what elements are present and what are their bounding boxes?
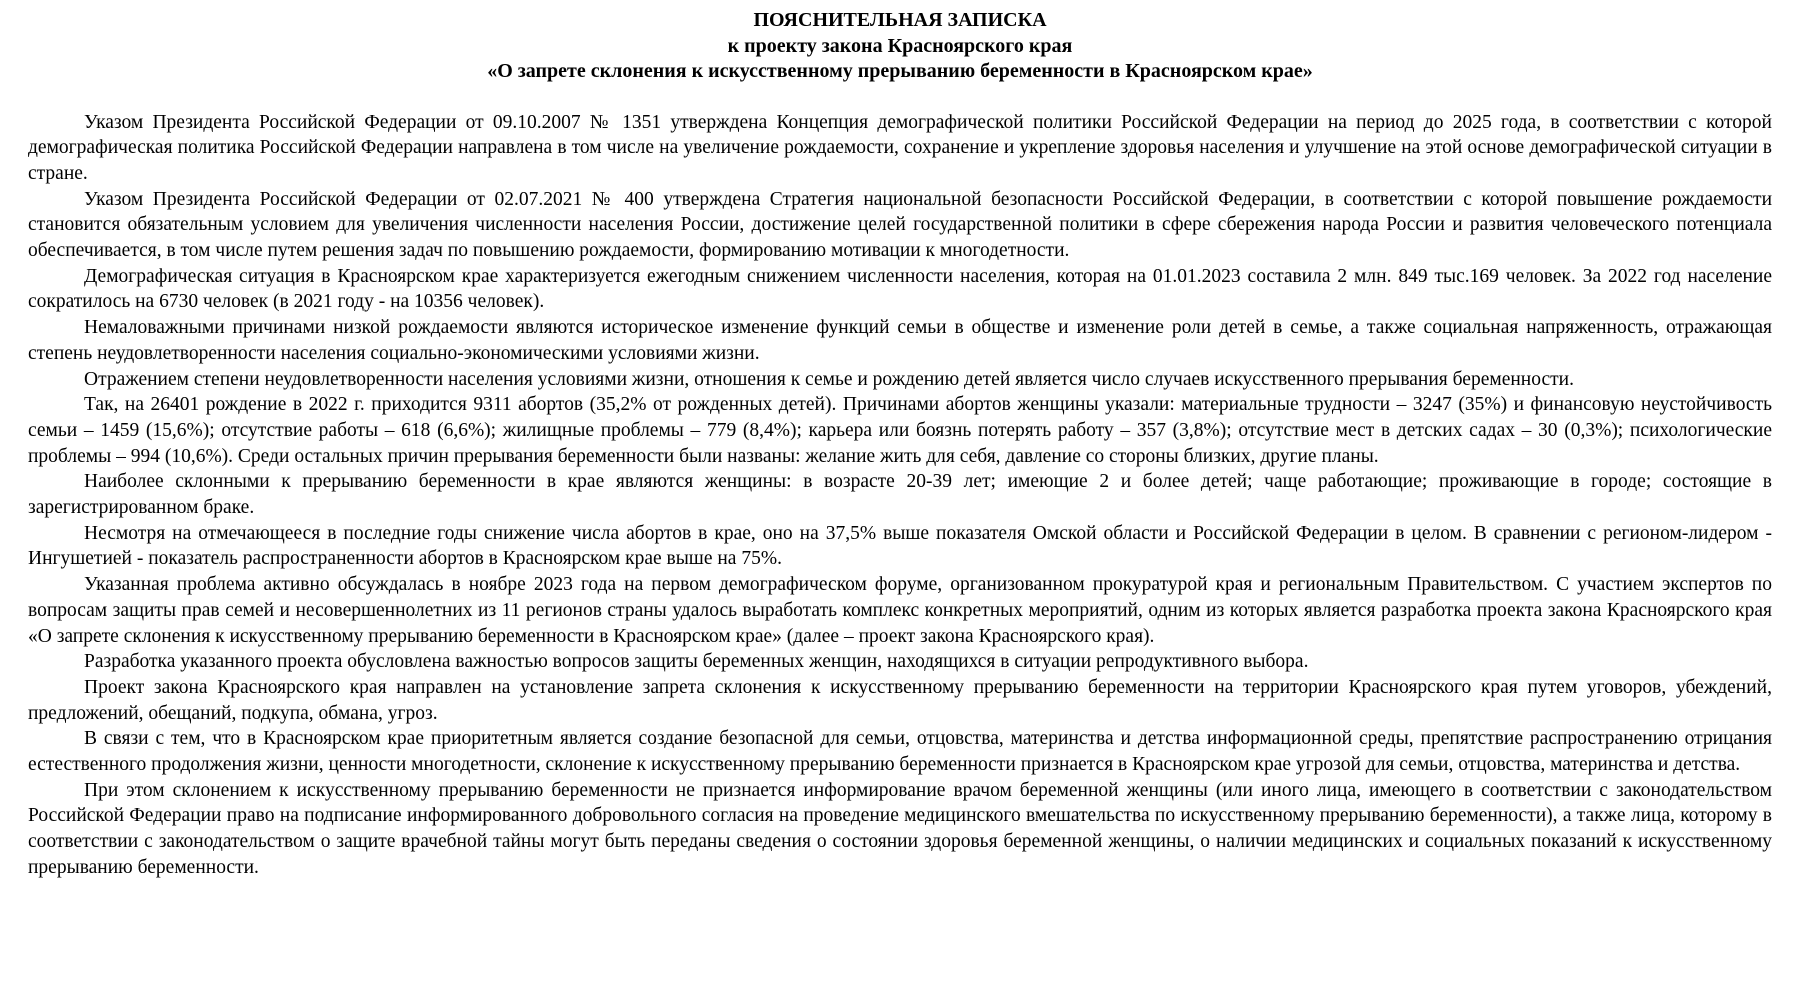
document-body (28, 110, 1772, 881)
document-page (28, 8, 1772, 881)
paragraph-7: Наиболее склонными к прерыванию беременности в крае являются женщины: в возрасте 20-39 лет; имеющие 2 и более детей; чаще работающие; проживающие в городе; состоящие в зарегистрированном браке. (28, 471, 1772, 519)
document-title: ПОЯСНИТЕЛЬНАЯ ЗАПИСКА (753, 9, 1047, 31)
paragraph-3: Демографическая ситуация в Красноярском крае характеризуется ежегодным снижением численности населения, которая на 01.01.2023 составила 2 млн. 849 тыс.169 человек. За 2022 год население сократилось на 6730 человек (в 2021 году - на 10356 человек). (28, 265, 1772, 313)
paragraph-1: Указом Президента Российской Федерации от 09.10.2007 № 1351 утверждена Концепция демографической политики Российской Федерации на период до 2025 года, в соответствии с которой демографическая политика Российской Федерации направлена в том числе на увеличение рождаемости, сохранение и укрепление здоровья населения и улучшение на этой основе демографической ситуации в стране. (28, 111, 1772, 184)
document-subtitle: к проекту закона Красноярского края (727, 34, 1073, 57)
paragraph-11: Проект закона Красноярского края направлен на установление запрета склонения к искусственному прерыванию беременности на территории Красноярского края путем уговоров, убеждений, предложений, обещаний, подкупа, обмана, угроз. (28, 676, 1772, 724)
paragraph-13: При этом склонением к искусственному прерыванию беременности не признается информирование врачом беременной женщины (или иного лица, имеющего в соответствии с законодательством Российской Федерации право на подписание информированного добровольного согласия на проведение медицинского вмешательства по искусственному прерыванию беременности), а также лица, которому в соответствии с законодательством о защите врачебной тайны могут быть переданы сведения о состоянии здоровья беременной женщины, о наличии медицинских и социальных показаний к искусственному прерыванию беременности. (28, 779, 1772, 878)
document-heading (28, 8, 1772, 85)
paragraph-9: Указанная проблема активно обсуждалась в ноябре 2023 года на первом демографическом форуме, организованном прокуратурой края и региональным Правительством. С участием экспертов по вопросам защиты прав семей и несовершеннолетних из 11 регионов страны удалось выработать комплекс конкретных мероприятий, одним из которых является разработка проекта закона Красноярского края «О запрете склонения к искусственному прерыванию беременности в Красноярском крае» (далее – проект закона Красноярского края). (28, 574, 1772, 647)
paragraph-5: Отражением степени неудовлетворенности населения условиями жизни, отношения к семье и рождению детей является число случаев искусственного прерывания беременности. (84, 368, 1574, 390)
paragraph-8: Несмотря на отмечающееся в последние годы снижение числа абортов в крае, оно на 37,5% выше показателя Омской области и Российской Федерации в целом. В сравнении с регионом-лидером - Ингушетией - показатель распространенности абортов в Красноярском крае выше на 75%. (28, 522, 1772, 570)
paragraph-12: В связи с тем, что в Красноярском крае приоритетным является создание безопасной для семьи, отцовства, материнства и детства информационной среды, препятствие распространению отрицания естественного продолжения жизни, ценности многодетности, склонение к искусственному прерыванию беременности признается в Красноярском крае угрозой для семьи, отцовства, материнства и детства. (28, 728, 1772, 776)
paragraph-2: Указом Президента Российской Федерации от 02.07.2021 № 400 утверждена Стратегия национальной безопасности Российской Федерации, в соответствии с которой повышение рождаемости становится обязательным условием для увеличения численности населения России, достижение целей государственной политики в сфере сбережения народа России и развития человеческого потенциала обеспечивается, в том числе путем решения задач по повышению рождаемости, формированию мотивации к многодетности. (28, 188, 1772, 262)
paragraph-10: Разработка указанного проекта обусловлена важностью вопросов защиты беременных женщин, находящихся в ситуации репродуктивного выбора. (84, 651, 1309, 673)
paragraph-4: Немаловажными причинами низкой рождаемости являются историческое изменение функций семьи в обществе и изменение роли детей в семье, а также социальная напряженность, отражающая степень неудовлетворенности населения социально-экономическими условиями жизни. (28, 317, 1772, 364)
paragraph-6: Так, на 26401 рождение в 2022 г. приходится 9311 абортов (35,2% от рожденных детей). Причинами абортов женщины указали: материальные трудности – 3247 (35%) и финансовую неустойчивость семьи – 1459 (15,6%); отсутствие работы – 618 (6,6%); жилищные проблемы – 779 (8,4%); карьера или боязнь потерять работу – 357 (3,8%); отсутствие мест в детских садах – 30 (0,3%); психологические проблемы – 994 (10,6%). Среди остальных причин прерывания беременности были названы: желание жить для себя, давление со стороны близких, другие планы. (28, 394, 1772, 467)
bill-title: «О запрете склонения к искусственному прерыванию беременности в Красноярском крае» (487, 60, 1313, 82)
